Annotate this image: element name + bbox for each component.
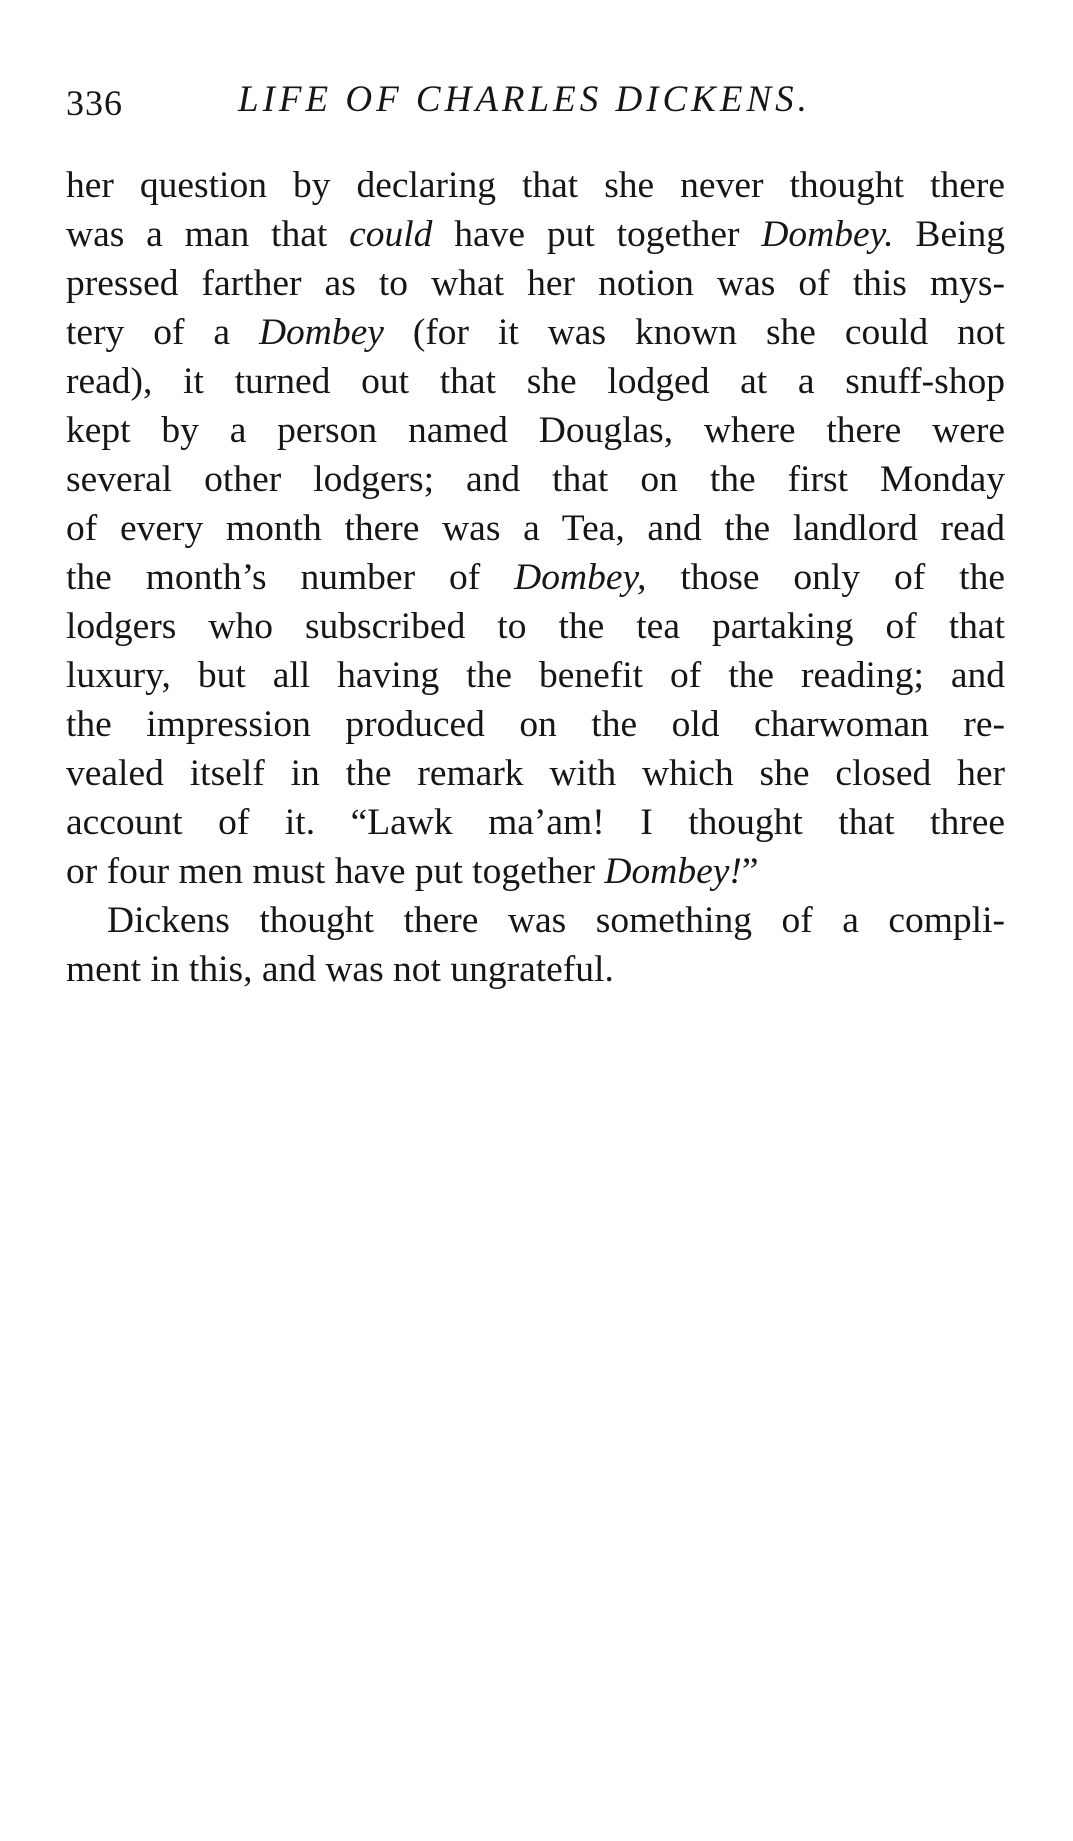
page-number: 336 [66, 83, 123, 123]
text-line: or four men must have put together Dombey!” [66, 851, 759, 892]
text-line: vealed itself in the remark with which she closed her [66, 753, 1005, 794]
text-line: account of it. “Lawk ma’am! I thought that three [66, 802, 1005, 843]
page-header [66, 78, 1006, 128]
text-line: luxury, but all having the benefit of the reading; and [66, 655, 1005, 696]
italic-title: Dombey! [604, 851, 742, 892]
text-line: several other lodgers; and that on the first Monday [66, 459, 1005, 500]
text-line: the month’s number of Dombey, those only of the [66, 557, 1005, 598]
paragraph-2 [66, 896, 1005, 994]
italic-word: could [349, 214, 433, 255]
text-line: Dickens thought there was something of a compli- [107, 900, 1005, 941]
text-line: tery of a Dombey (for it was known she could not [66, 312, 1006, 353]
text-line: her question by declaring that she never thought there [66, 165, 1005, 206]
italic-title: Dombey, [514, 557, 647, 598]
italic-title: Dombey [258, 312, 384, 353]
body-text [66, 161, 1005, 994]
text-line: pressed farther as to what her notion was of this mys- [66, 263, 1005, 304]
text-line: kept by a person named Douglas, where there were [66, 410, 1005, 451]
text-line: was a man that could have put together Dombey. Being [66, 214, 1006, 255]
paragraph-1 [66, 161, 1005, 896]
italic-title: Dombey. [761, 214, 894, 255]
text-line: the impression produced on the old charwoman re- [66, 704, 1005, 745]
text-line: lodgers who subscribed to the tea partaking of that [66, 606, 1005, 647]
text-line: of every month there was a Tea, and the landlord read [66, 508, 1005, 549]
text-line: ment in this, and was not ungrateful. [66, 949, 614, 990]
running-title: LIFE OF CHARLES DICKENS. [238, 79, 811, 120]
text-line: read), it turned out that she lodged at a snuff-shop [66, 361, 1005, 402]
